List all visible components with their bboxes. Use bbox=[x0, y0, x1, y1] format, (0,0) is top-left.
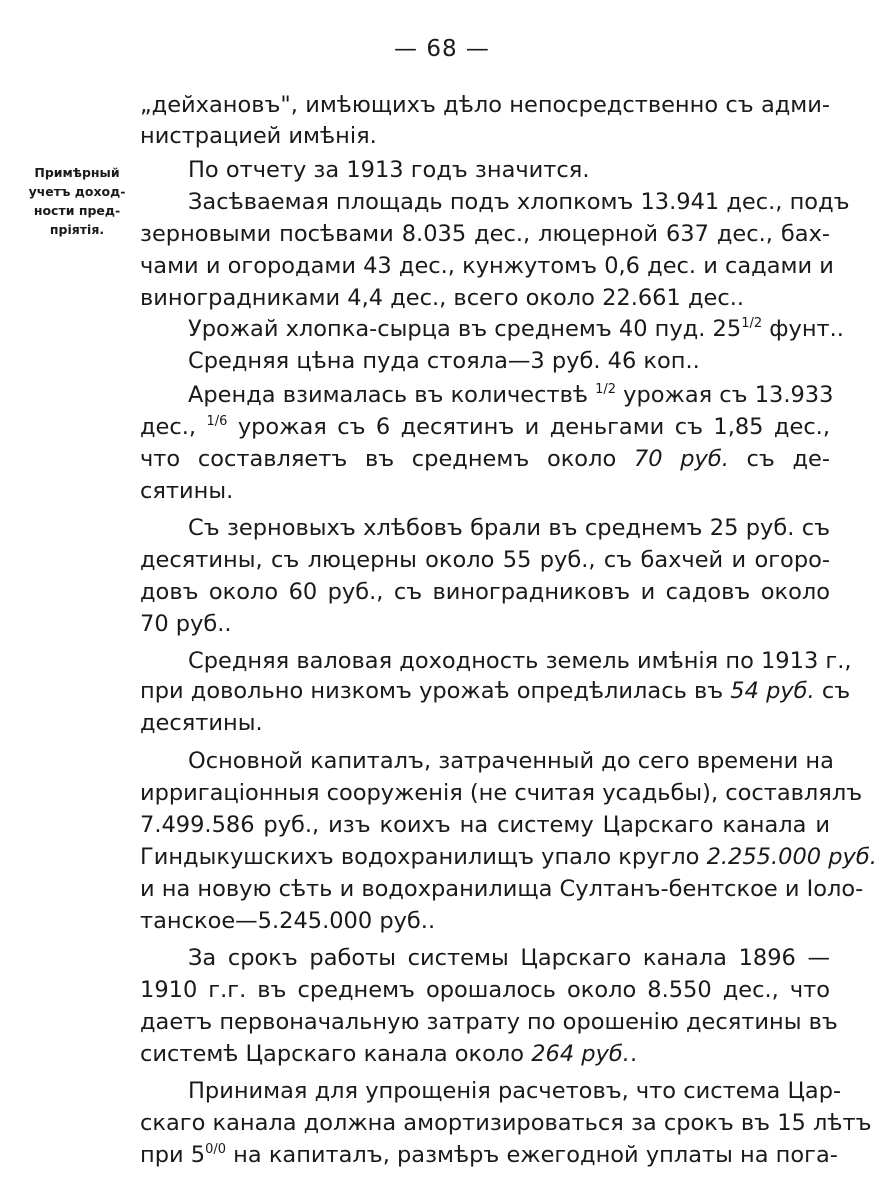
margin-note bbox=[18, 163, 136, 239]
margin-note-line: пріятія. bbox=[49, 222, 105, 237]
text-line: Средняя цѣна пуда стояла—3 руб. 46 коп.. bbox=[188, 348, 700, 374]
text-line: при довольно низкомъ урожаѣ опредѣлилась въ 54 руб. съ bbox=[140, 678, 851, 704]
text-line: „дейхановъ", имѣющихъ дѣло непосредственно съ адми- bbox=[140, 92, 830, 118]
text-line: Основной капиталъ, затраченный до сего времени на bbox=[188, 748, 834, 774]
text-line: и на новую сѣть и водохранилища Султанъ-бентское и Іоло- bbox=[140, 876, 864, 902]
text-line: Съ зерновыхъ хлѣбовъ брали въ среднемъ 25 руб. съ bbox=[188, 515, 830, 541]
text-line: десятины, съ люцерны около 55 руб., съ бахчей и огоро- bbox=[140, 547, 830, 573]
page-number: — 68 — bbox=[394, 36, 490, 62]
text-line: при $5^{0/0}$ на капиталъ, размѣръ ежегодной уплаты на пога- bbox=[140, 1142, 838, 1168]
text-line: 70 руб.. bbox=[140, 611, 232, 637]
text-line: довъ около 60 руб., съ виноградниковъ и садовъ около bbox=[140, 579, 830, 605]
margin-note-line: ности пред- bbox=[33, 203, 121, 218]
text-line: чами и огородами 43 дес., кунжутомъ 0,6 дес. и садами и bbox=[140, 253, 834, 279]
text-line: Гиндыкушскихъ водохранилищъ упало кругло 2.255.000 руб. bbox=[140, 844, 877, 870]
text-line: танское—5.245.000 руб.. bbox=[140, 908, 436, 934]
text-line: 1910 г.г. въ среднемъ орошалось около 8.550 дес., что bbox=[140, 977, 830, 1003]
text-line: За срокъ работы системы Царскаго канала 1896 — bbox=[188, 945, 830, 971]
text-line: Принимая для упрощенія расчетовъ, что система Цар- bbox=[188, 1078, 842, 1104]
text-line: Аренда взималась въ количествѣ $^{1/2}$ урожая съ 13.933 bbox=[188, 382, 834, 408]
text-line: 7.499.586 руб., изъ коихъ на систему Царскаго канала и bbox=[140, 812, 830, 838]
text-line: виноградниками 4,4 дес., всего около 22.661 дес.. bbox=[140, 285, 745, 311]
margin-note-line: учетъ доход- bbox=[28, 184, 126, 199]
text-line: системѣ Царскаго канала около 264 руб.. bbox=[140, 1041, 638, 1067]
text-line: сятины. bbox=[140, 478, 234, 504]
text-line: десятины. bbox=[140, 710, 263, 736]
margin-note-line: Примѣрный bbox=[34, 165, 120, 180]
text-line: зерновыми посѣвами 8.035 дес., люцерной 637 дес., бах- bbox=[140, 221, 830, 247]
text-line: Урожай хлопка-сырца въ среднемъ 40 пуд. $25^{1/2}$ фунт.. bbox=[188, 316, 844, 342]
text-line: ирригаціонныя сооруженія (не считая усадьбы), составлялъ bbox=[140, 780, 863, 806]
text-line: Средняя валовая доходность земель имѣнія по 1913 г., bbox=[188, 648, 852, 674]
text-line: даетъ первоначальную затрату по орошенію десятины въ bbox=[140, 1009, 838, 1035]
text-line: нистрацией имѣнія. bbox=[140, 123, 377, 149]
text-line: По отчету за 1913 годъ значится. bbox=[188, 157, 590, 183]
text-line: дес., $^{1/6}$ урожая съ 6 десятинъ и деньгами съ 1,85 дес., bbox=[140, 414, 830, 440]
text-line: что составляетъ въ среднемъ около 70 руб. съ де- bbox=[140, 446, 830, 472]
text-line: скаго канала должна амортизироваться за срокъ въ 15 лѣтъ bbox=[140, 1110, 872, 1136]
text-line: Засѣваемая площадь подъ хлопкомъ 13.941 дес., подъ bbox=[188, 189, 850, 215]
